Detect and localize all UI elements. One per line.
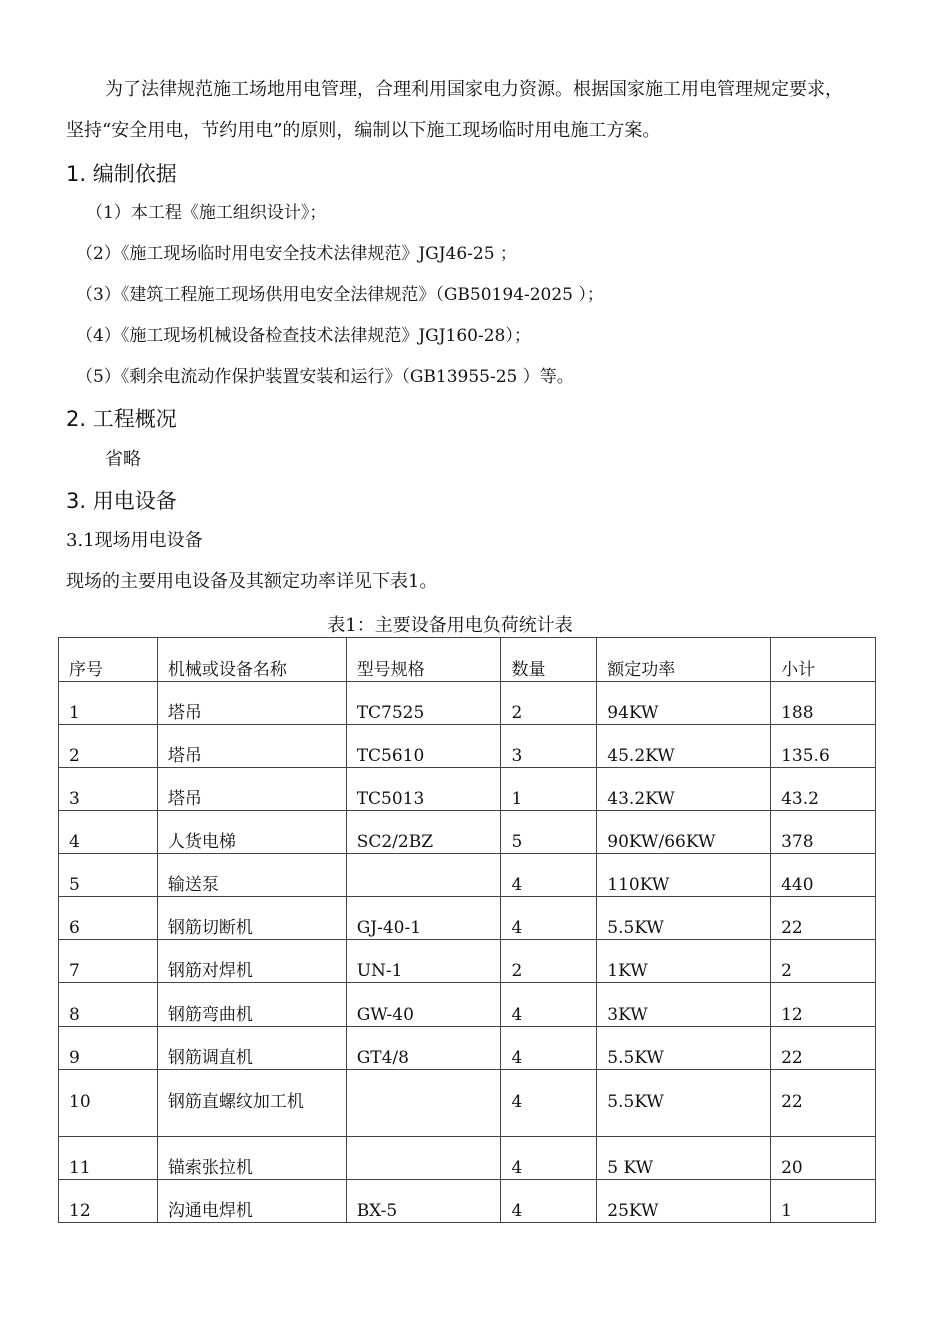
- table-cell: 8: [59, 983, 158, 1027]
- table-row: [59, 1027, 876, 1070]
- table-cell: 2: [501, 940, 597, 983]
- table-row: [59, 682, 876, 725]
- table-cell: 4: [501, 1027, 597, 1070]
- section-2-body: 省略: [105, 449, 141, 470]
- table-cell: 锚索张拉机: [157, 1137, 346, 1180]
- table-cell: 输送泵: [157, 854, 346, 897]
- table-cell: 1: [59, 682, 158, 725]
- table-cell: 2: [501, 682, 597, 725]
- header-cell: 机械或设备名称: [157, 638, 346, 682]
- table-cell: 5: [59, 854, 158, 897]
- table-row: [59, 854, 876, 897]
- table-cell: 1: [771, 1180, 876, 1223]
- table-cell: 5.5KW: [597, 897, 771, 940]
- table-row: [59, 1180, 876, 1223]
- table-cell: 6: [59, 897, 158, 940]
- table-cell: 20: [771, 1137, 876, 1180]
- table-cell: [346, 854, 501, 897]
- table-cell: 25KW: [597, 1180, 771, 1223]
- table-cell: 钢筋弯曲机: [157, 983, 346, 1027]
- table-cell: 沟通电焊机: [157, 1180, 346, 1223]
- header-cell: 数量: [501, 638, 597, 682]
- table-cell: SC2/2BZ: [346, 811, 501, 854]
- table-cell: 塔吊: [157, 768, 346, 811]
- reference-3: （3）《建筑工程施工现场供用电安全法律规范》（GB50194-2025 ）；: [76, 285, 604, 305]
- section-3-1-subheading: 3.1现场用电设备: [66, 530, 203, 551]
- intro-line-1: 为了法律规范施工场地用电管理，合理利用国家电力资源。根据国家施工用电管理规定要求，: [105, 79, 843, 100]
- table-cell: 43.2: [771, 768, 876, 811]
- table-cell: 10: [59, 1070, 158, 1137]
- table-cell: BX-5: [346, 1180, 501, 1223]
- table-cell: 钢筋对焊机: [157, 940, 346, 983]
- intro-line-2: 坚持“安全用电，节约用电”的原则，编制以下施工现场临时用电施工方案。: [66, 120, 661, 141]
- table-cell: 12: [771, 983, 876, 1027]
- section-3-heading: 3. 用电设备: [66, 489, 177, 513]
- table-row: [59, 1070, 876, 1137]
- table-header-row: [59, 638, 876, 682]
- table-caption: 表1：主要设备用电负荷统计表: [327, 615, 573, 636]
- reference-4: （4）《施工现场机械设备检查技术法律规范》JGJ160-28）；: [76, 326, 531, 346]
- table-row: [59, 1137, 876, 1180]
- reference-2: （2）《施工现场临时用电安全技术法律规范》JGJ46-25 ；: [76, 244, 517, 264]
- table-cell: 1: [501, 768, 597, 811]
- table-cell: 22: [771, 1027, 876, 1070]
- table-cell: 45.2KW: [597, 725, 771, 768]
- table-cell: 5.5KW: [597, 1070, 771, 1137]
- table-cell: UN-1: [346, 940, 501, 983]
- table-cell: 9: [59, 1027, 158, 1070]
- table-cell: 22: [771, 897, 876, 940]
- table-cell: 3KW: [597, 983, 771, 1027]
- table-cell: 钢筋直螺纹加工机: [157, 1070, 346, 1137]
- table-cell: GT4/8: [346, 1027, 501, 1070]
- table-cell: 4: [501, 897, 597, 940]
- table-cell: 12: [59, 1180, 158, 1223]
- table-cell: [346, 1070, 501, 1137]
- header-cell: 型号规格: [346, 638, 501, 682]
- equipment-load-table: [58, 637, 876, 1223]
- table-row: [59, 725, 876, 768]
- table-cell: TC7525: [346, 682, 501, 725]
- table-cell: GW-40: [346, 983, 501, 1027]
- table-cell: 135.6: [771, 725, 876, 768]
- table-cell: 43.2KW: [597, 768, 771, 811]
- table-cell: 塔吊: [157, 725, 346, 768]
- table-cell: 3: [501, 725, 597, 768]
- table-row: [59, 768, 876, 811]
- table-row: [59, 940, 876, 983]
- header-cell: 小计: [771, 638, 876, 682]
- header-cell: 序号: [59, 638, 158, 682]
- table-cell: 2: [771, 940, 876, 983]
- table-row: [59, 897, 876, 940]
- table-cell: 4: [501, 1180, 597, 1223]
- table-cell: 5 KW: [597, 1137, 771, 1180]
- table-cell: TC5610: [346, 725, 501, 768]
- section-2-heading: 2. 工程概况: [66, 407, 177, 431]
- table-cell: 378: [771, 811, 876, 854]
- table-cell: 22: [771, 1070, 876, 1137]
- table-cell: 7: [59, 940, 158, 983]
- table-cell: 4: [501, 1137, 597, 1180]
- table-cell: 人货电梯: [157, 811, 346, 854]
- table-cell: GJ-40-1: [346, 897, 501, 940]
- table-row: [59, 983, 876, 1027]
- table-cell: 4: [501, 1070, 597, 1137]
- table-cell: 11: [59, 1137, 158, 1180]
- table-cell: 3: [59, 768, 158, 811]
- section-3-body: 现场的主要用电设备及其额定功率详见下表1。: [66, 571, 438, 592]
- table-cell: 1KW: [597, 940, 771, 983]
- table-cell: 塔吊: [157, 682, 346, 725]
- reference-5: （5）《剩余电流动作保护装置安装和运行》（GB13955-25 ）等。: [76, 367, 574, 387]
- table-cell: 110KW: [597, 854, 771, 897]
- table-cell: 钢筋调直机: [157, 1027, 346, 1070]
- table-row: [59, 811, 876, 854]
- reference-1: （1）本工程《施工组织设计》；: [86, 203, 327, 223]
- table-cell: 4: [59, 811, 158, 854]
- section-1-heading: 1. 编制依据: [66, 162, 177, 186]
- table-cell: 4: [501, 854, 597, 897]
- table-cell: 90KW/66KW: [597, 811, 771, 854]
- table-cell: 5: [501, 811, 597, 854]
- table-cell: 钢筋切断机: [157, 897, 346, 940]
- header-cell: 额定功率: [597, 638, 771, 682]
- table-cell: 188: [771, 682, 876, 725]
- table-cell: [346, 1137, 501, 1180]
- table-cell: 94KW: [597, 682, 771, 725]
- table-cell: 5.5KW: [597, 1027, 771, 1070]
- table-cell: 440: [771, 854, 876, 897]
- table-cell: TC5013: [346, 768, 501, 811]
- table-cell: 4: [501, 983, 597, 1027]
- table-cell: 2: [59, 725, 158, 768]
